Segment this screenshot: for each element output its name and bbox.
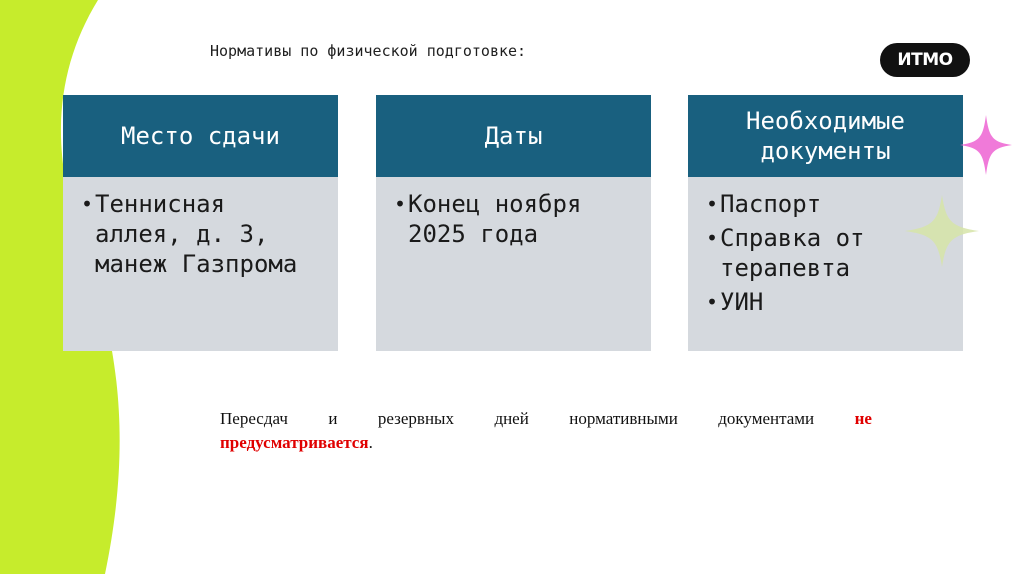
bullet-icon: • — [706, 192, 719, 216]
card-dates-body — [376, 177, 651, 249]
list-item: • Паспорт — [706, 190, 822, 218]
note-line-1: Пересдач и резервных дней нормативными документами не — [220, 407, 872, 431]
card-dates-header — [376, 95, 651, 177]
slide-title: Нормативы по физической подготовке: — [210, 42, 527, 60]
card-header-line: документы — [760, 137, 891, 165]
list-item: • Справка от терапевта — [706, 224, 865, 282]
card-header-line: Даты — [484, 122, 543, 150]
bullet-icon: • — [394, 192, 407, 216]
bullet-icon: • — [81, 192, 94, 216]
card-header-line: Необходимые — [746, 107, 905, 135]
green-star-icon — [905, 195, 979, 267]
pink-star-icon — [960, 115, 1012, 175]
warning-text: предусматривается — [220, 433, 369, 452]
card-dates — [376, 95, 651, 351]
card-location — [63, 95, 338, 351]
warning-text: не — [854, 409, 872, 428]
bullet-icon: • — [706, 290, 719, 314]
list-item: • Конец ноября 2025 года — [394, 190, 582, 248]
card-location-body — [63, 177, 338, 279]
bullet-icon: • — [706, 226, 719, 250]
list-item: • Теннисная аллея, д. 3, манеж Газпрома — [81, 190, 298, 278]
card-documents-header — [688, 95, 963, 177]
itmo-logo: ИТМО — [880, 43, 970, 77]
note-text — [220, 407, 872, 455]
note-line-2: предусматривается. — [220, 433, 373, 452]
list-item: • УИН — [706, 288, 764, 316]
card-header-line: Место сдачи — [121, 122, 280, 150]
card-location-header — [63, 95, 338, 177]
